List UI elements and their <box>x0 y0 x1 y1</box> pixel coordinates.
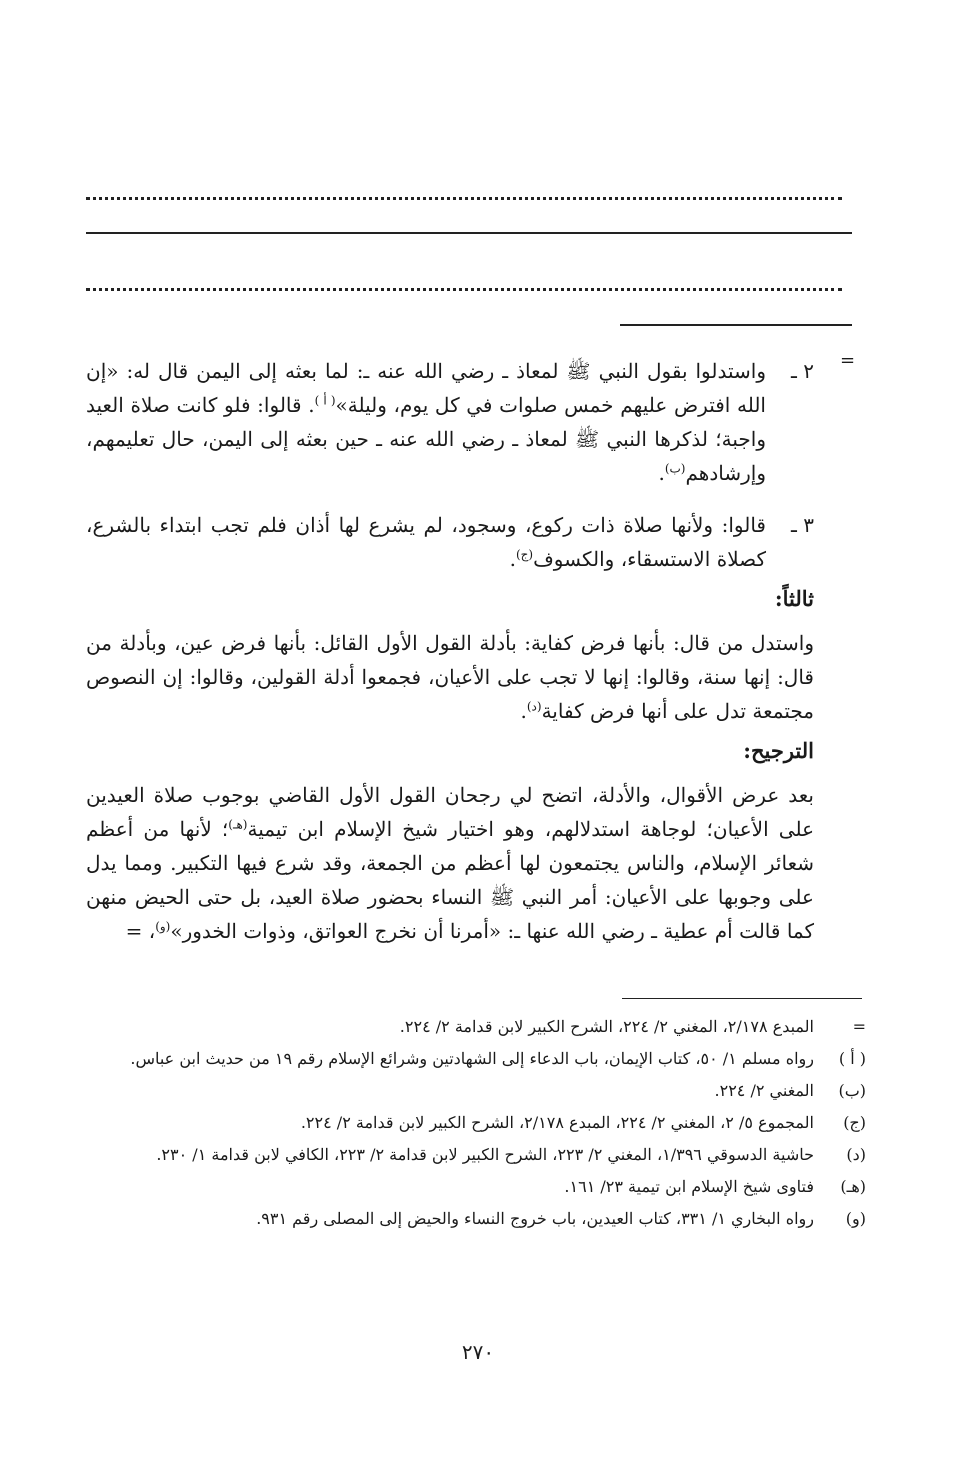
item-text: واستدلوا بقول النبي ﷺ لمعاذ ـ رضي الله عنه ـ: لما بعثه إلى اليمن قال له: «إن الله افترض عليهم خمس صلوات في كل يوم، وليلة» <box>86 359 766 417</box>
footnote-separator <box>622 998 862 999</box>
footnote-b: (ب) المغني ٢/ ٢٢٤. <box>714 1081 866 1100</box>
footnotes <box>86 1014 866 1232</box>
dotted-line-2 <box>86 288 842 291</box>
footnote-f: (و) رواه البخاري ١/ ٣٣١، كتاب العيدين، باب خروج النساء والحيض إلى المصلى رقم ٩٣١. <box>256 1209 866 1228</box>
item-number: ٣ ـ <box>791 513 814 537</box>
paragraph-third: واستدل من قال: بأنها فرض كفاية: بأدلة القول الأول القائل: بأنها فرض عين، وبأدلة من قال: إنها سنة، وقالوا: إنها لا تجب على الأعيان، فجمعوا أدلة القولين، وقالوا: إن النصوص مجتمعة تدل على أنها فرض كفاية$^{(د)}$. <box>86 631 814 723</box>
horizontal-rule-1 <box>86 232 852 234</box>
item-text: قالوا: ولأنها صلاة ذات ركوع، وسجود، لم يشرع لها أذان فلم تجب ابتداء بالشرع، كصلاة الاستسقاء، والكسوف <box>86 513 766 571</box>
page-number: ٢٧٠ <box>461 1340 495 1364</box>
footnote-ref-a[interactable]: ( أ ) <box>314 393 336 408</box>
footnote-d: (د) حاشية الدسوقي ١/٣٩٦، المغني ٢/ ٢٢٣، الشرح الكبير لابن قدامة ٢/ ٢٢٣، الكافي لابن قدامة ١/ ٢٣٠. <box>156 1145 866 1164</box>
argument-item-3: ٣ ـ قالوا: ولأنها صلاة ذات ركوع، وسجود، لم يشرع لها أذان فلم تجب ابتداء بالشرع، كصلاة الاستسقاء، والكسوف$^{(ج)}$. <box>86 508 814 576</box>
footnote-a: ( أ ) رواه مسلم ١/ ٥٠، كتاب الإيمان، باب الدعاء إلى الشهادتين وشرائع الإسلام رقم ١٩ من حديث ابن عباس. <box>130 1049 866 1068</box>
footnote-ref-e[interactable]: (هـ) <box>228 817 248 832</box>
item-number: ٢ ـ <box>791 359 814 383</box>
footnote-ref-d[interactable]: (د) <box>526 699 542 714</box>
footnote-c: (ج) المجموع ٥/ ٢، المغني ٢/ ٢٢٤، المبدع ٢/١٧٨، الشرح الكبير لابن قدامة ٢/ ٢٢٤. <box>300 1113 866 1132</box>
main-text <box>86 354 814 948</box>
section-heading-third: ثالثاً: <box>774 586 814 611</box>
argument-item-2: ٢ ـ واستدلوا بقول النبي ﷺ لمعاذ ـ رضي الله عنه ـ: لما بعثه إلى اليمن قال له: «إن الله افترض عليهم خمس صلوات في كل يوم، وليلة»$^{( أ )}$. قالوا: فلو كانت صلاة العيد واجبة؛ لذكرها النبي ﷺ لمعاذ ـ رضي الله عنه ـ حين بعثه إلى اليمن، حال تعليمهم، وإرشادهم$^{(ب)}$. <box>86 354 814 490</box>
dotted-line-1 <box>86 197 842 200</box>
footnote-ref-c[interactable]: (ج) <box>515 547 534 562</box>
footnote-continuation: = المبدع ٢/١٧٨، المغني ٢/ ٢٢٤، الشرح الكبير لابن قدامة ٢/ ٢٢٤. <box>399 1017 866 1036</box>
footnote-ref-f[interactable]: (و) <box>155 919 171 934</box>
footnote-ref-b[interactable]: (ب) <box>664 461 686 476</box>
horizontal-rule-2 <box>620 324 852 326</box>
paragraph-tarjih: بعد عرض الأقوال، والأدلة، اتضح لي رجحان القول الأول القاضي بوجوب صلاة العيدين على الأعيان؛ لوجاهة استدلالهم، وهو اختيار شيخ الإسلام ابن تيمية$^{(هـ)}$؛ لأنها من أعظم شعائر الإسلام، والناس يجتمعون لها أعظم من الجمعة، وقد شرع فيها التكبير. ومما يدل على وجوبها على الأعيان: أمر النبي ﷺ النساء بحضور صلاة العيد، بل حتى الحيض منهن كما قالت أم عطية ـ رضي الله عنها ـ: «أمرنا أن نخرج العواتق، وذوات الخدور»$^{(و)}$، = <box>86 783 815 943</box>
item-text-cont: . قالوا: فلو كانت صلاة العيد واجبة؛ لذكرها النبي ﷺ لمعاذ ـ رضي الله عنه ـ حين بعثه إلى اليمن، حال تعليمهم، وإرشادهم <box>86 393 766 485</box>
continuation-mark: = <box>840 350 856 371</box>
section-heading-tarjih: الترجيح: <box>743 738 814 763</box>
footnote-e: (هـ) فتاوى شيخ الإسلام ابن تيمية ٢٣/ ١٦١. <box>564 1177 866 1196</box>
